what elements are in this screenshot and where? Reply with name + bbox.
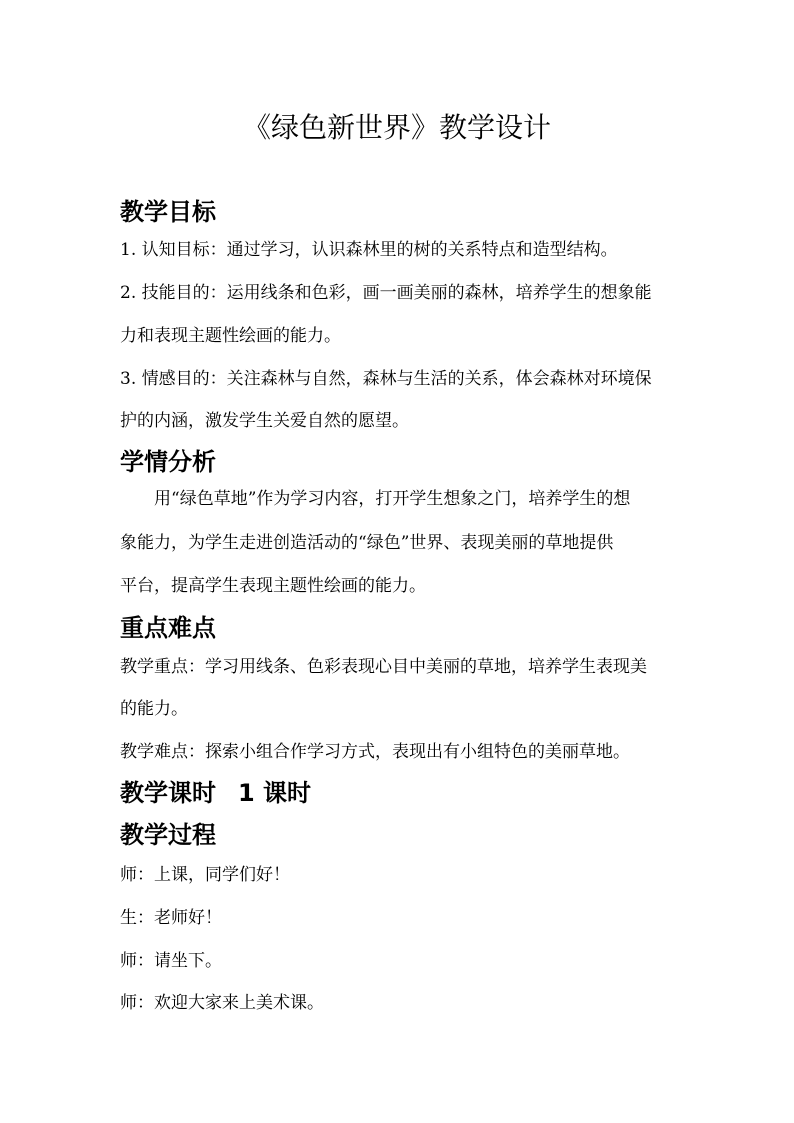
heading-keypoints: 重点难点 [120,614,216,642]
objective-line-3: 力和表现主题性绘画的能力。 [120,326,341,346]
keypoint-line-3: 教学难点：探索小组合作学习方式，表现出有小组特色的美丽草地。 [120,742,630,762]
analysis-line-1: 用“绿色草地”作为学习内容，打开学生想象之门，培养学生的想 [154,489,631,509]
process-line-3: 师：请坐下。 [120,951,222,971]
analysis-line-2: 象能力，为学生走进创造活动的“绿色”世界、表现美丽的草地提供 [120,533,614,553]
hours-label: 教学课时 [120,779,216,807]
process-line-1: 师：上课，同学们好！ [120,865,290,885]
hours-value: 1 课时 [238,779,312,807]
heading-process: 教学过程 [120,821,216,849]
process-line-2: 生：老师好！ [120,908,222,928]
analysis-line-3: 平台，提高学生表现主题性绘画的能力。 [120,576,426,596]
objective-line-1: 1. 认知目标：通过学习，认识森林里的树的关系特点和造型结构。 [120,240,618,260]
keypoint-line-2: 的能力。 [120,699,188,719]
keypoint-line-1: 教学重点：学习用线条、色彩表现心目中美丽的草地，培养学生表现美 [120,657,647,677]
heading-analysis: 学情分析 [120,448,216,476]
objective-line-2: 2. 技能目的：运用线条和色彩，画一画美丽的森林，培养学生的想象能 [120,283,652,303]
heading-objectives: 教学目标 [120,198,216,226]
document-title: 《绿色新世界》教学设计 [242,111,551,144]
objective-line-5: 护的内涵，激发学生关爱自然的愿望。 [120,411,409,431]
objective-line-4: 3. 情感目的：关注森林与自然，森林与生活的关系，体会森林对环境保 [120,369,652,389]
heading-hours [120,777,311,809]
process-line-4: 师：欢迎大家来上美术课。 [120,993,324,1013]
